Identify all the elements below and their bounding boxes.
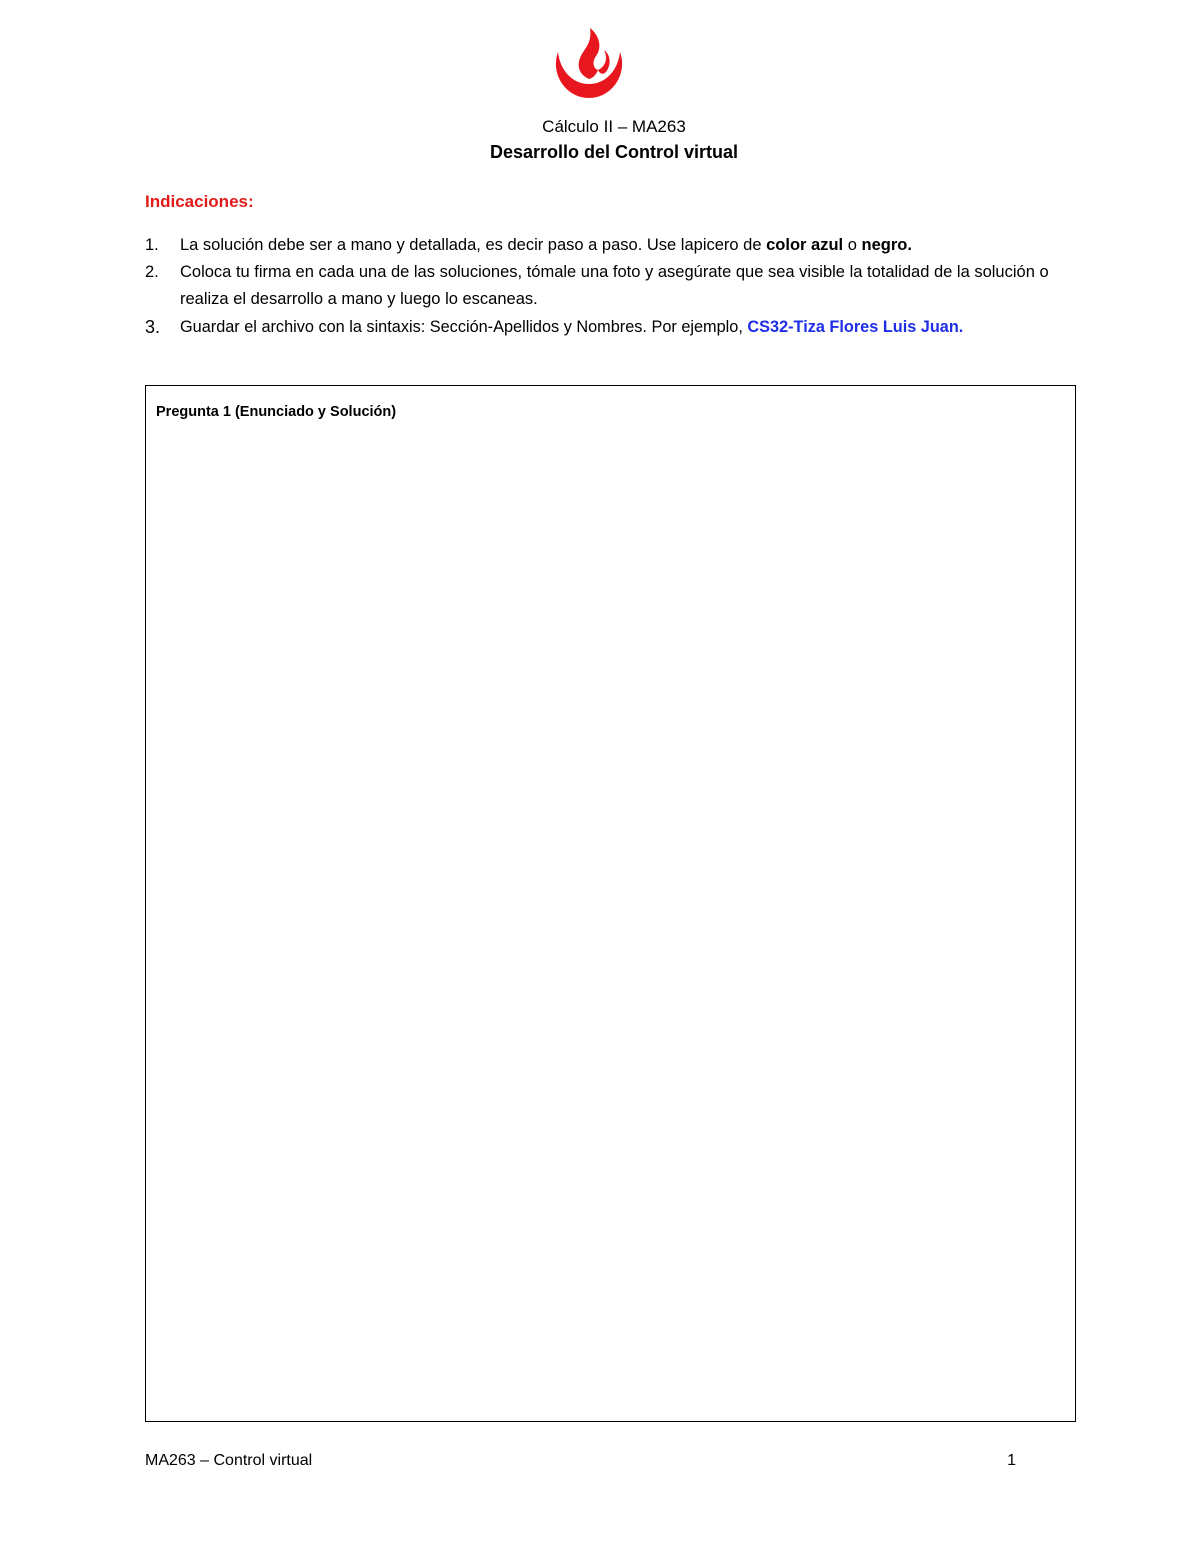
instructions-list <box>145 232 1085 340</box>
footer-text: MA263 – Control virtual <box>145 1452 313 1469</box>
instruction-connector: o <box>843 236 862 254</box>
instruction-text: Guardar el archivo con la sintaxis: Sección-Apellidos y Nombres. Por ejemplo, <box>180 318 748 336</box>
course-title: Cálculo II – MA263 <box>542 117 686 136</box>
instruction-text: La solución debe ser a mano y detallada, es decir paso a paso. Use lapicero de <box>180 236 767 254</box>
instruction-emphasis-black: negro. <box>861 236 912 254</box>
logo-flame-shape <box>579 28 600 79</box>
question-label: Pregunta 1 (Enunciado y Solución) <box>156 404 397 420</box>
filename-example: CS32-Tiza Flores Luis Juan. <box>747 318 964 336</box>
document-title: Desarrollo del Control virtual <box>489 142 739 162</box>
instruction-item <box>145 259 1085 313</box>
page-number: 1 <box>1007 1452 1016 1469</box>
instruction-text: Coloca tu firma en cada una de las soluciones, tómale una foto y asegúrate que sea visible la totalidad de la solución o realiza el desarrollo a mano y luego lo escaneas. <box>180 263 1049 308</box>
instruction-item <box>145 232 1085 259</box>
instruction-emphasis-blue: color azul <box>766 236 844 254</box>
upc-flame-logo-icon <box>548 22 630 104</box>
instruction-number: 3. <box>145 317 161 337</box>
instruction-item <box>145 315 1085 340</box>
logo-flame-right-shape <box>598 50 610 74</box>
instruction-number: 2. <box>145 263 159 281</box>
instruction-number: 1. <box>145 236 159 254</box>
answer-box <box>145 385 1076 1422</box>
indications-heading: Indicaciones: <box>145 192 254 211</box>
